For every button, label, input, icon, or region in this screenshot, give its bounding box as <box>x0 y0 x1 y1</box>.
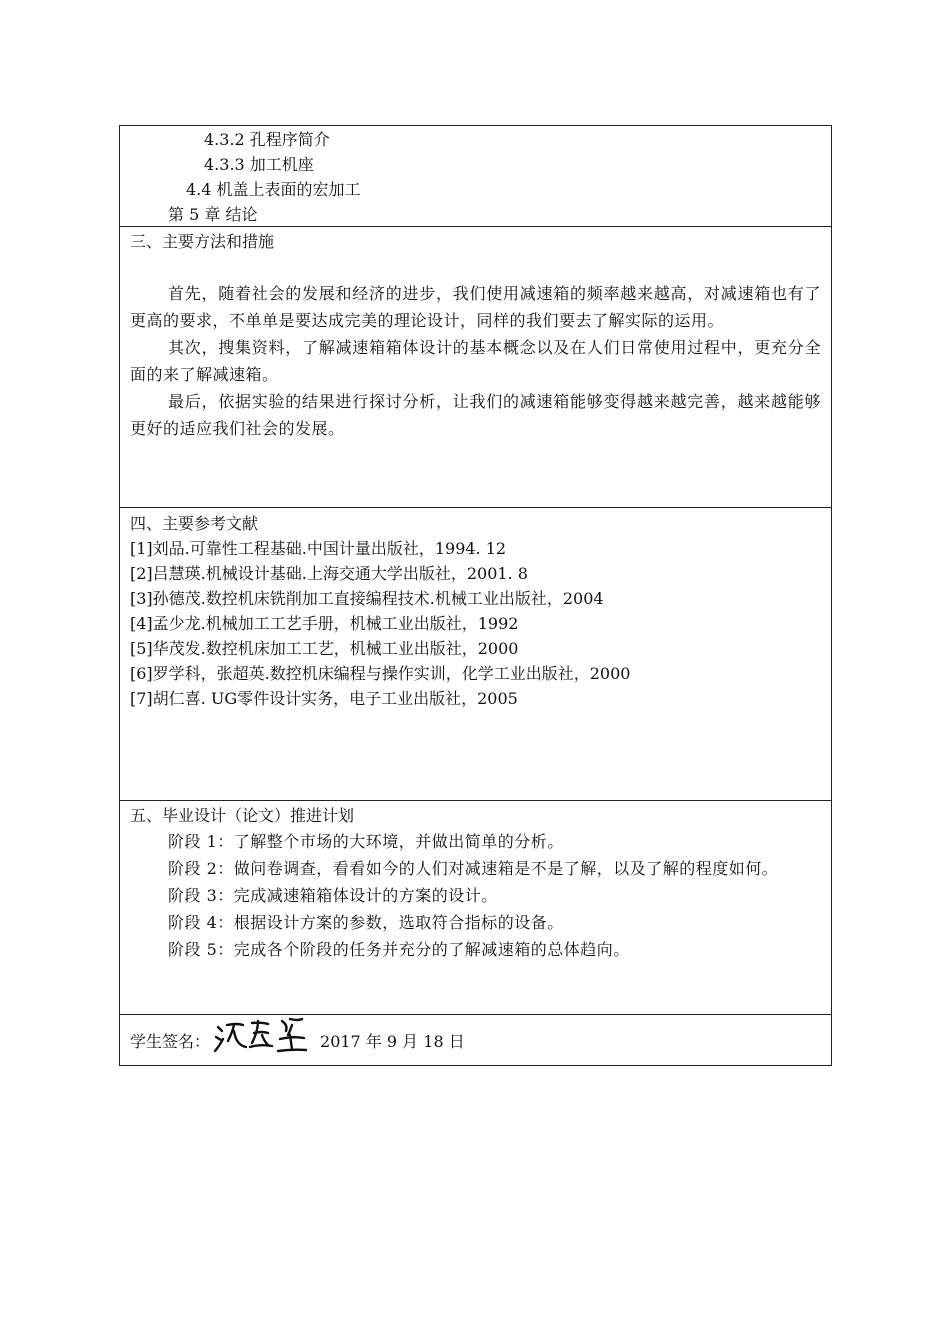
signature-label: 学生签名： <box>130 1031 211 1051</box>
reference-item: [7]胡仁喜. UG零件设计实务，电子工业出版社，2005 <box>130 689 518 708</box>
methods-paragraph: 首先，随着社会的发展和经济的进步，我们使用减速箱的频率越来越高，对减速箱也有了更高的要求，不单单是要达成完美的理论设计，同样的我们要去了解实际的运用。 <box>130 284 821 330</box>
proposal-form-table <box>119 125 832 1066</box>
methods-heading: 三、主要方法和措施 <box>130 232 275 251</box>
plan-stage: 阶段 2：做问卷调查，看看如今的人们对减速箱是不是了解，以及了解的程度如何。 <box>168 859 779 878</box>
reference-item: [3]孙德茂.数控机床铣削加工直接编程技术.机械工业出版社，2004 <box>130 589 604 608</box>
methods-section <box>120 227 831 508</box>
handwritten-signature <box>212 1017 312 1063</box>
toc-item: 4.3.2 孔程序简介 <box>204 130 330 149</box>
plan-section <box>120 801 831 1015</box>
plan-stage: 阶段 5：完成各个阶段的任务并充分的了解减速箱的总体趋向。 <box>168 940 630 959</box>
toc-item: 4.3.3 加工机座 <box>204 155 314 174</box>
reference-item: [1]刘品.可靠性工程基础.中国计量出版社，1994. 12 <box>130 539 507 558</box>
reference-item: [6]罗学科，张超英.数控机床编程与操作实训，化学工业出版社，2000 <box>130 664 631 683</box>
signature-date: 2017 年 9 月 18 日 <box>320 1031 465 1051</box>
toc-item: 4.4 机盖上表面的宏加工 <box>186 180 361 199</box>
references-heading: 四、主要参考文献 <box>130 514 259 533</box>
methods-paragraph: 最后，依据实验的结果进行探讨分析，让我们的减速箱能够变得越来越完善，越来越能够更好的适应我们社会的发展。 <box>130 392 821 438</box>
methods-paragraph: 其次，搜集资料，了解减速箱箱体设计的基本概念以及在人们日常使用过程中，更充分全面的来了解减速箱。 <box>130 338 821 384</box>
plan-stage: 阶段 3：完成减速箱箱体设计的方案的设计。 <box>168 886 498 905</box>
signature-row <box>120 1015 831 1065</box>
reference-item: [4]孟少龙.机械加工工艺手册，机械工业出版社，1992 <box>130 614 519 633</box>
references-section <box>120 508 831 801</box>
toc-item: 第 5 章 结论 <box>168 205 258 224</box>
reference-item: [5]华茂发.数控机床加工工艺，机械工业出版社，2000 <box>130 639 519 658</box>
plan-stage: 阶段 1：了解整个市场的大环境，并做出简单的分析。 <box>168 832 564 851</box>
reference-item: [2]吕慧瑛.机械设计基础.上海交通大学出版社，2001. 8 <box>130 564 528 583</box>
plan-heading: 五、毕业设计（论文）推进计划 <box>130 806 355 825</box>
plan-stage: 阶段 4：根据设计方案的参数，选取符合指标的设备。 <box>168 913 564 932</box>
toc-section <box>120 126 831 227</box>
